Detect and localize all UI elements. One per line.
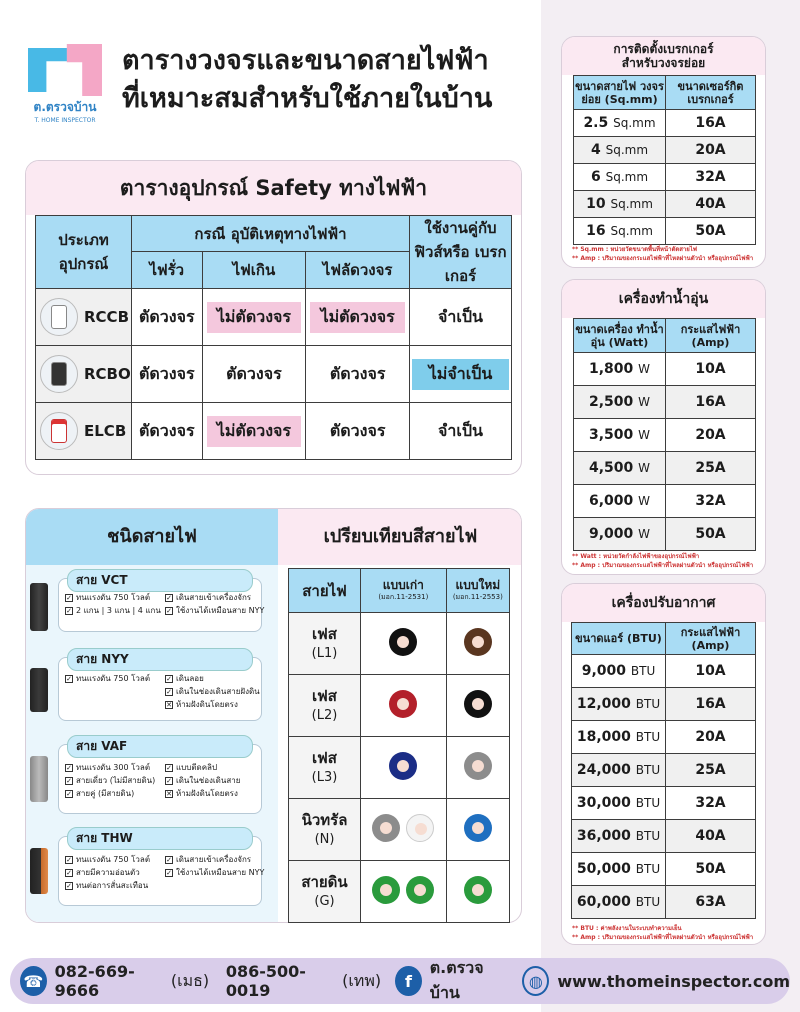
cell: 2.5 Sq.mm — [574, 110, 666, 137]
cell: 32A — [666, 164, 756, 191]
safety-card — [25, 160, 522, 475]
cell: 12,000 BTU — [572, 688, 666, 721]
table-row — [574, 164, 756, 191]
cell: สายดิน (G) — [289, 861, 361, 923]
cable-vaf: สาย VAF ✓ ทนแรงดัน 300 โวลต์ ✓ แบบตีดคลิป ✓ สายเดี่ยว (ไม่มีสายดิน) ✓ เดินในช่องเดินสาย ✓ สายคู่ (มีสายดิน) ✕ ห้ามฝังดินโดยตรง — [58, 744, 262, 814]
cell: 30,000 BTU — [572, 787, 666, 820]
table-row — [574, 386, 756, 419]
wire-color-dot — [389, 690, 417, 718]
cell: เฟส (L3) — [289, 737, 361, 799]
title-line2: ที่เหมาะสมสำหรับใช้ภายในบ้าน — [122, 83, 493, 114]
wire-color-dot — [372, 814, 400, 842]
table-row — [574, 137, 756, 164]
logo-name: ต.ตรวจบ้าน — [33, 100, 97, 114]
cell: 32A — [666, 485, 756, 518]
cell — [446, 861, 509, 923]
cell — [361, 613, 447, 675]
cell: 6,000 W — [574, 485, 666, 518]
aircon-note2: ** Amp : ปริมาณของกระแสไฟฟ้าที่ไหลผ่านตัวนำ หรืออุปกรณ์ไฟฟ้า — [572, 934, 754, 941]
cell — [361, 861, 447, 923]
cell — [446, 737, 509, 799]
cell: 6 Sq.mm — [574, 164, 666, 191]
heater-heading: เครื่องทำน้ำอุ่น — [562, 280, 765, 318]
safety-table — [35, 215, 512, 460]
vaf-cable-image — [30, 756, 48, 802]
wire-color-dot — [464, 690, 492, 718]
table-row — [574, 218, 756, 245]
cable-name: สาย NYY — [67, 648, 253, 671]
sub-short: ไฟลัดวงจร — [306, 252, 410, 289]
cell: 20A — [666, 721, 756, 754]
cell: 10A — [666, 353, 756, 386]
title-line1: ตารางวงจรและขนาดสายไฟฟ้า — [122, 45, 489, 76]
cell — [446, 799, 509, 861]
wire-color-dot — [372, 876, 400, 904]
cell: 10 Sq.mm — [574, 191, 666, 218]
table-row — [574, 485, 756, 518]
breaker-card — [561, 36, 766, 268]
cell: ตัดวงจร — [306, 403, 410, 460]
footer — [10, 958, 790, 1004]
phone2[interactable]: 086-500-0019 — [225, 962, 306, 1000]
table-row — [572, 886, 756, 919]
phone1[interactable]: 082-669-9666 — [54, 962, 135, 1000]
heater-note1: ** Watt : หน่วยวัดกำลังไฟฟ้าของอุปกรณ์ไฟฟ้า — [572, 553, 700, 560]
wire-color-dot — [406, 876, 434, 904]
cell: เฟส (L1) — [289, 613, 361, 675]
nyy-cable-image — [30, 668, 48, 712]
cell: ตัดวงจร — [132, 346, 203, 403]
cell: 63A — [666, 886, 756, 919]
vct-cable-image — [30, 583, 48, 631]
rcbo-device-icon — [40, 355, 78, 393]
cell: 4 Sq.mm — [574, 137, 666, 164]
table-row — [572, 820, 756, 853]
breaker-note2: ** Amp : ปริมาณของกระแสไฟฟ้าที่ไหลผ่านตัวนำ หรืออุปกรณ์ไฟฟ้า — [572, 255, 754, 262]
cell: 10A — [666, 655, 756, 688]
table-row — [572, 655, 756, 688]
cell: 50A — [666, 218, 756, 245]
cell — [361, 737, 447, 799]
table-row — [572, 721, 756, 754]
table-row — [36, 346, 512, 403]
cable-name: สาย VAF — [67, 735, 253, 758]
phone2-name: (เทพ) — [342, 970, 382, 990]
col-case: กรณี อุบัติเหตุทางไฟฟ้า — [132, 216, 410, 252]
cell: 1,800 W — [574, 353, 666, 386]
col-type: ประเภท อุปกรณ์ — [36, 216, 132, 289]
cell: 20A — [666, 137, 756, 164]
colors-heading: เปรียบเทียบสีสายไฟ — [278, 509, 522, 565]
table-row — [36, 289, 512, 346]
col-old-std: (มอก.11-2531) — [378, 592, 429, 601]
cell: 20A — [666, 419, 756, 452]
cell — [446, 675, 509, 737]
aircon-card — [561, 583, 766, 945]
cell: ไม่ตัดวงจร — [202, 289, 306, 346]
cell: 25A — [666, 452, 756, 485]
aircon-note1: ** BTU : ค่าพลังงานในระบบทำความเย็น — [572, 925, 682, 932]
cell: เฟส (L2) — [289, 675, 361, 737]
wire-color-dot — [464, 628, 492, 656]
cell: ไม่ตัดวงจร — [202, 403, 306, 460]
table-row — [574, 191, 756, 218]
cell: ตัดวงจร — [132, 403, 203, 460]
cell: ไม่จำเป็น — [410, 346, 512, 403]
table-row — [289, 799, 510, 861]
table-row — [574, 353, 756, 386]
cell: 4,500 W — [574, 452, 666, 485]
page-title — [122, 42, 532, 118]
cable-name: สาย VCT — [67, 569, 253, 592]
wire-color-dot — [389, 628, 417, 656]
aircon-table: ขนาดแอร์ (BTU) กระแสไฟฟ้า (Amp) 9,000 BTU 10A 12,000 BTU 16A 18,000 BTU 20A 24,000 BTU 25A 30,000 BTU 32A 36,000 BTU 40A 50,000 BTU 50A 60,000 BTU 63A — [571, 622, 756, 919]
heater-card — [561, 279, 766, 575]
col-new-std: (มอก.11-2553) — [452, 592, 503, 601]
table-row — [572, 853, 756, 886]
sub-overload: ไฟเกิน — [202, 252, 306, 289]
cell: จำเป็น — [410, 403, 512, 460]
cell: 25A — [666, 754, 756, 787]
table-row — [574, 452, 756, 485]
cell: 9,000 W — [574, 518, 666, 551]
cell — [361, 675, 447, 737]
cell: 32A — [666, 787, 756, 820]
cell: 50A — [666, 518, 756, 551]
device-name: RCBO — [84, 365, 131, 383]
breaker-note1: ** Sq.mm : หน่วยวัดขนาดพื้นที่หน้าตัดสายไฟ — [572, 246, 698, 253]
facebook-icon: f — [395, 966, 422, 996]
cell: 24,000 BTU — [572, 754, 666, 787]
heater-table: ขนาดเครื่อง ทำน้ำอุ่น (Watt) กระแสไฟฟ้า (Amp) 1,800 W 10A 2,500 W 16A 3,500 W 20A 4,500 W 25A 6,000 W 32A 9,000 W 50A — [573, 318, 756, 551]
cell — [446, 613, 509, 675]
table-row — [572, 787, 756, 820]
sub-leak: ไฟรั่ว — [132, 252, 203, 289]
wire-color-dot — [464, 876, 492, 904]
table-row — [574, 518, 756, 551]
breaker-heading2: สำหรับวงจรย่อย — [621, 56, 706, 70]
wire-color-dot — [464, 814, 492, 842]
table-row — [572, 754, 756, 787]
cell: จำเป็น — [410, 289, 512, 346]
cell: 36,000 BTU — [572, 820, 666, 853]
cable-name: สาย THW — [67, 827, 253, 850]
safety-heading: ตารางอุปกรณ์ Safety ทางไฟฟ้า — [26, 161, 521, 215]
cell: 50A — [666, 853, 756, 886]
globe-icon: ◍ — [522, 966, 549, 996]
table-row — [289, 613, 510, 675]
cell: 16A — [666, 110, 756, 137]
table-row — [574, 110, 756, 137]
cell: 16A — [666, 688, 756, 721]
col-old: แบบเก่า — [382, 577, 424, 592]
facebook-name[interactable]: ต.ตรวจบ้าน — [429, 958, 484, 1002]
cell: ตัดวงจร — [202, 346, 306, 403]
device-name: ELCB — [84, 422, 127, 440]
cell: 50,000 BTU — [572, 853, 666, 886]
table-row — [574, 419, 756, 452]
cable-thw: สาย THW ✓ ทนแรงดัน 750 โวลต์ ✓ เดินสายเข้าเครื่องจักร ✓ สายมีความอ่อนตัว ✓ ใช้งานได้เหมือนสาย NYY ✓ ทนต่อการสั่นสะเทือน — [58, 836, 262, 906]
aircon-heading: เครื่องปรับอากาศ — [562, 584, 765, 622]
logo-sub: T. HOME INSPECTOR — [34, 117, 96, 124]
website-link[interactable]: www.thomeinspector.com — [557, 971, 790, 991]
color-table — [288, 568, 510, 923]
logo — [28, 44, 102, 124]
logo-mark — [28, 44, 102, 96]
table-row — [289, 861, 510, 923]
cable-vct: สาย VCT ✓ ทนแรงดัน 750 โวลต์ ✓ เดินสายเข้าเครื่องจักร ✓ 2 แกน | 3 แกน | 4 แกน ✓ ใช้งานได้เหมือนสาย NYY — [58, 578, 262, 632]
phone1-name: (เมธ) — [170, 970, 210, 990]
cell: 16A — [666, 386, 756, 419]
cell: 3,500 W — [574, 419, 666, 452]
device-name: RCCB — [84, 308, 129, 326]
cell: 18,000 BTU — [572, 721, 666, 754]
table-row — [289, 675, 510, 737]
cell: ไม่ตัดวงจร — [306, 289, 410, 346]
wire-color-dot — [389, 752, 417, 780]
cell — [361, 799, 447, 861]
col-new: แบบใหม่ — [455, 577, 501, 592]
heater-note2: ** Amp : ปริมาณของกระแสไฟฟ้าที่ไหลผ่านตัวนำ หรืออุปกรณ์ไฟฟ้า — [572, 562, 754, 569]
cell: 40A — [666, 191, 756, 218]
cell: 60,000 BTU — [572, 886, 666, 919]
cell: ตัดวงจร — [306, 346, 410, 403]
cell: นิวทรัล (N) — [289, 799, 361, 861]
table-row — [289, 737, 510, 799]
cell: ตัดวงจร — [132, 289, 203, 346]
cell: 40A — [666, 820, 756, 853]
cell: 9,000 BTU — [572, 655, 666, 688]
thw-cable-image — [30, 848, 48, 894]
phone-icon: ☎ — [20, 966, 47, 996]
elcb-device-icon — [40, 412, 78, 450]
cable-nyy: สาย NYY ✓ ทนแรงดัน 750 โวลต์ ✓ เดินลอย ✓ เดินในช่องเดินสายฝังดิน ✕ ห้ามฝังดินโดยตรง — [58, 657, 262, 721]
col-wire: สายไฟ — [289, 569, 361, 613]
wire-color-dot — [406, 814, 434, 842]
cell: 16 Sq.mm — [574, 218, 666, 245]
breaker-table: ขนาดสายไฟ วงจรย่อย (Sq.mm) ขนาดเซอร์กิต เบรกเกอร์ 2.5 Sq.mm 16A 4 Sq.mm 20A 6 Sq.mm 32A 10 Sq.mm 40A 16 Sq.mm 50A — [573, 75, 756, 245]
cell: 2,500 W — [574, 386, 666, 419]
col-use: ใช้งานคู่กับ ฟิวส์หรือ เบรกเกอร์ — [410, 216, 512, 289]
breaker-heading1: การติดตั้งเบรกเกอร์ — [613, 42, 714, 56]
table-row — [572, 688, 756, 721]
wire-color-dot — [464, 752, 492, 780]
table-row — [36, 403, 512, 460]
rccb-device-icon — [40, 298, 78, 336]
cable-heading: ชนิดสายไฟ — [26, 509, 278, 565]
